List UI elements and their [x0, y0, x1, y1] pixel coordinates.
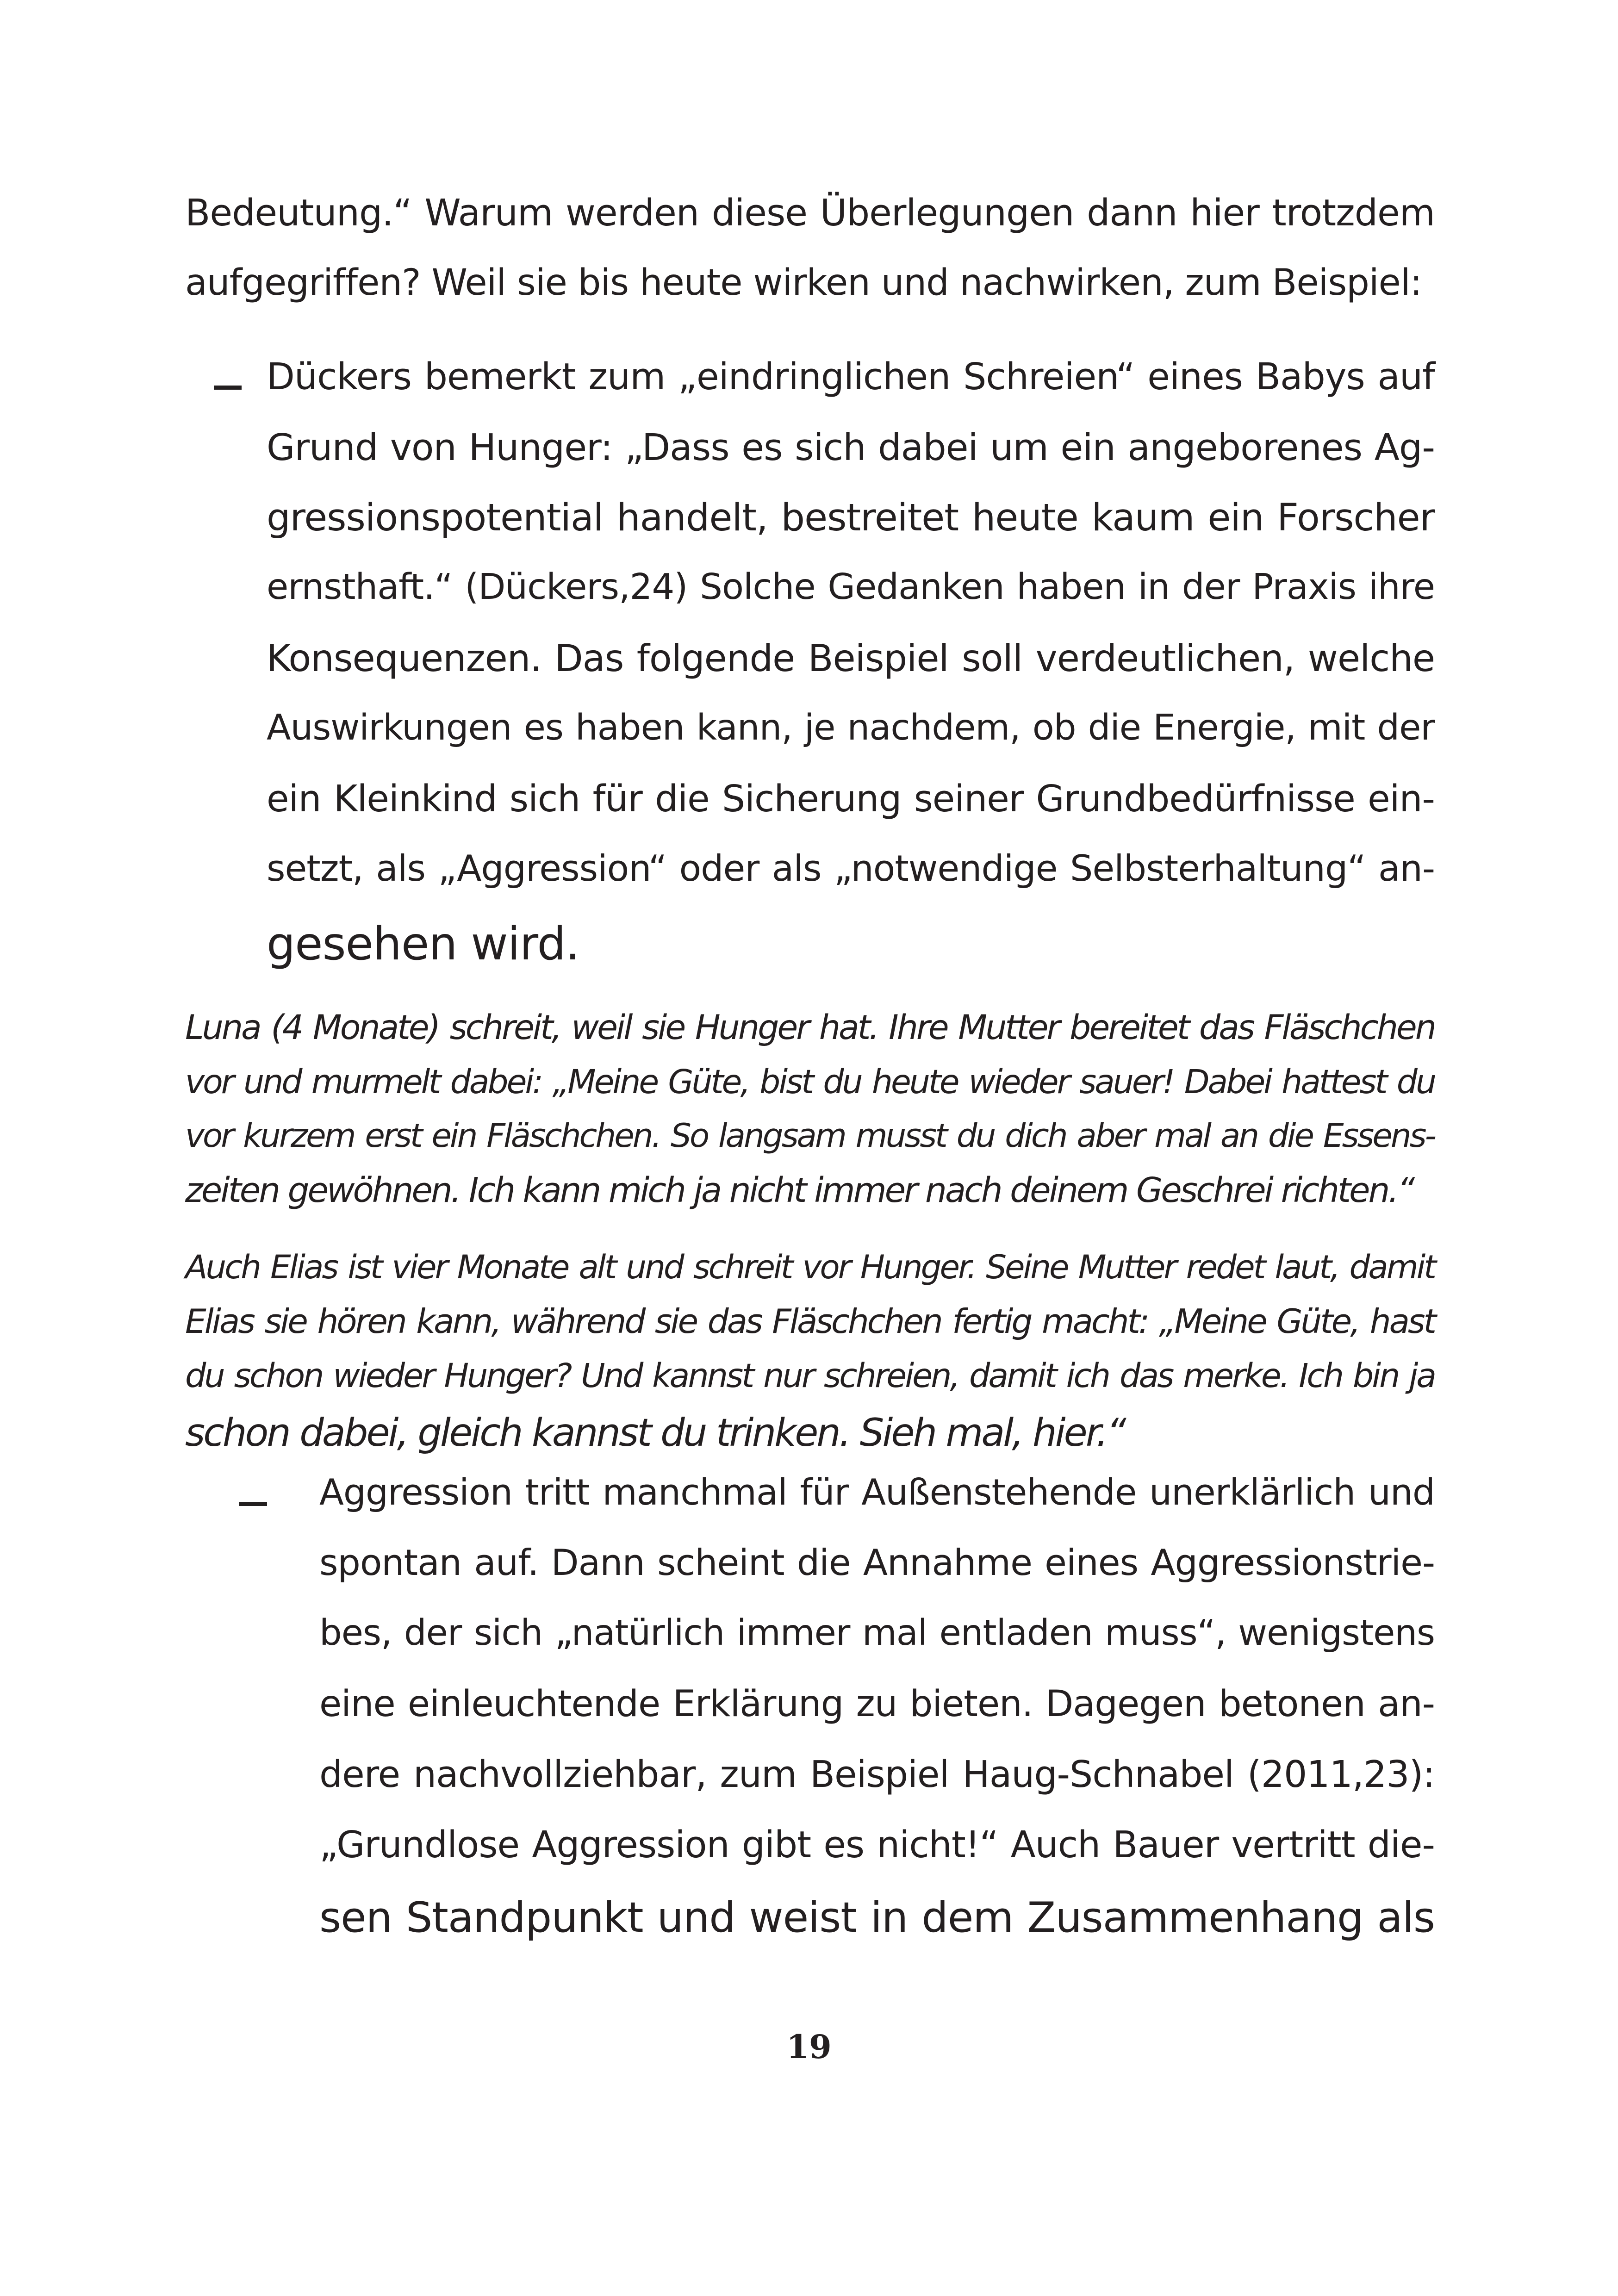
bullet-text-line: Dückers bemerkt zum „eindringlichen Schreien“ eines Babys auf: [267, 355, 1435, 398]
bullet-text-line: Auswirkungen es haben kann, je nachdem, ob die Energie, mit der: [267, 707, 1435, 748]
body-text-line: aufgegriffen? Weil sie bis heute wirken und nachwirken, zum Beispiel:: [185, 261, 1422, 304]
bullet-dash: [239, 1502, 267, 1506]
example-text-line: du schon wieder Hunger? Und kannst nur schreien, damit ich das merke. Ich bin ja: [185, 1356, 1435, 1395]
example-text-line: vor und murmelt dabei: „Meine Güte, bist du heute wieder sauer! Dabei hattest du: [185, 1063, 1435, 1101]
bullet-text-line: setzt, als „Aggression“ oder als „notwendige Selbsterhaltung“ an-: [267, 848, 1435, 890]
bullet-dash: [214, 386, 242, 390]
example-text-line: Luna (4 Monate) schreit, weil sie Hunger hat. Ihre Mutter bereitet das Fläschchen: [185, 1008, 1435, 1047]
bullet-text-line: gesehen wird.: [267, 918, 579, 971]
bullet-text-line: sen Standpunkt und weist in dem Zusammenhang als: [319, 1893, 1435, 1942]
bullet-text-line: eine einleuchtende Erklärung zu bieten. Dagegen betonen an-: [319, 1683, 1435, 1725]
body-text-line: Bedeutung.“ Warum werden diese Überlegungen dann hier trotzdem: [185, 191, 1435, 234]
bullet-text-line: ernsthaft.“ (Dückers,24) Solche Gedanken haben in der Praxis ihre: [267, 566, 1435, 608]
bullet-text-line: spontan auf. Dann scheint die Annahme eines Aggressionstrie-: [319, 1542, 1435, 1584]
bullet-text-line: bes, der sich „natürlich immer mal entladen muss“, wenigstens: [319, 1612, 1435, 1654]
bullet-text-line: Grund von Hunger: „Dass es sich dabei um ein angeborenes Ag-: [267, 426, 1435, 469]
bullet-text-line: Aggression tritt manchmal für Außenstehende unerklärlich und: [319, 1472, 1435, 1513]
page-number: 19: [786, 2028, 832, 2066]
bullet-text-line: Konsequenzen. Das folgende Beispiel soll verdeutlichen, welche: [267, 637, 1435, 680]
bullet-text-line: ein Kleinkind sich für die Sicherung seiner Grundbedürfnisse ein-: [267, 778, 1435, 820]
bullet-text-line: „Grundlose Aggression gibt es nicht!“ Auch Bauer vertritt die-: [319, 1823, 1435, 1866]
bullet-text-line: dere nachvollziehbar, zum Beispiel Haug-Schnabel (2011,23):: [319, 1753, 1435, 1796]
example-text-line: vor kurzem erst ein Fläschchen. So langsam musst du dich aber mal an die Essens-: [185, 1116, 1435, 1155]
example-text-line: Auch Elias ist vier Monate alt und schreit vor Hunger. Seine Mutter redet laut, damit: [185, 1248, 1435, 1286]
bullet-text-line: gressionspotential handelt, bestreitet heute kaum ein Forscher: [267, 496, 1435, 540]
example-text-line: Elias sie hören kann, während sie das Fläschchen fertig macht: „Meine Güte, hast: [185, 1302, 1435, 1341]
example-text-line: schon dabei, gleich kannst du trinken. Sieh mal, hier.“: [185, 1410, 1125, 1455]
example-text-line: zeiten gewöhnen. Ich kann mich ja nicht immer nach deinem Geschrei richten.“: [185, 1170, 1413, 1210]
